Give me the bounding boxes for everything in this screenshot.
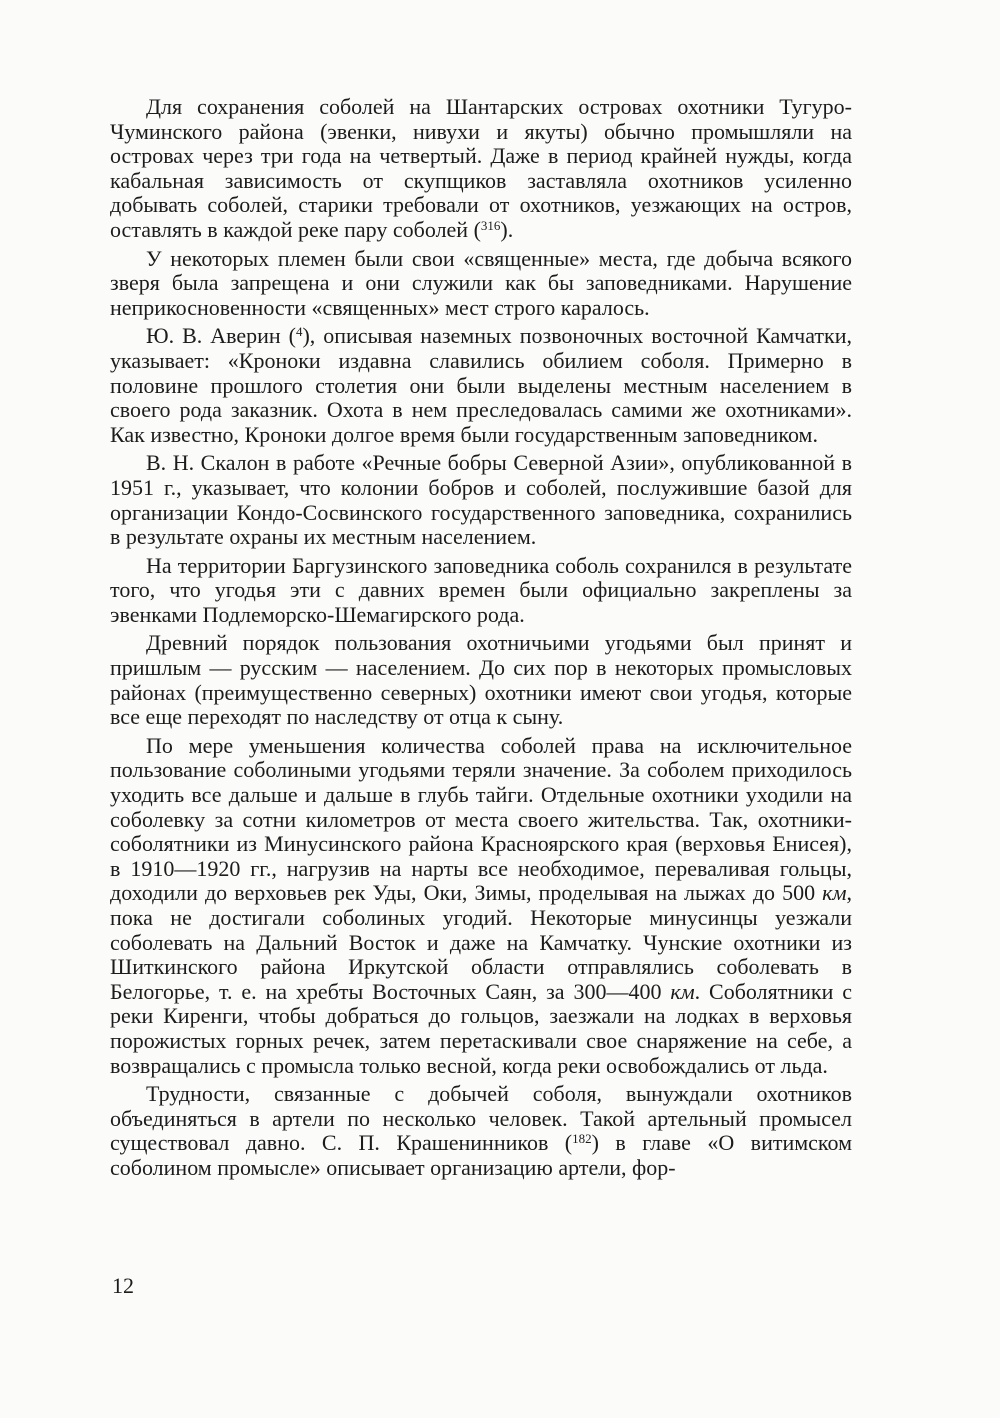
reference-number: 316: [480, 217, 501, 233]
paragraph-sable-hunters-travel: По мере уменьшения количества соболей права на исключительное пользование соболиными угодьями теряли значение. За соболем приходилось уходить все дальше и дальше в глубь тайги. Отдельные охотники уходили на соболевку за сотни километров от места своего жительства. Так, охотники-соболятники из Минусинского района Красноярского края (верховья Енисея), в 1910—1920 гг., нагрузив на нарты все необходимое, переваливая гольцы, доходили до верховьев рек Уды, Оки, Зимы, проделывая на лыжах до 500 км, пока не достигали соболиных угодий. Некоторые минусинцы уезжали соболевать на Дальний Восток и даже на Камчатку. Чунские охотники из Шиткинского района Иркутской области отправлялись соболевать в Белогорье, т. е. на хребты Восточных Саян, за 300—400 км. Соболятники с реки Киренги, чтобы добраться до гольцов, заезжали на лодках в верховья порожистых горных речек, затем перетаскивали свое снаряжение на себе, а возвращались с промысла только весной, когда реки освобождались от льда.: [110, 732, 852, 1078]
unit-km: км: [822, 880, 847, 906]
reference-number: 4: [295, 324, 303, 340]
reference-number: 182: [572, 1131, 592, 1147]
body-text: [110, 95, 852, 1181]
unit-km: км: [670, 978, 695, 1004]
paragraph-sacred-places: У некоторых племен были свои «священные» места, где добыча всякого зверя была запрещена и они служили как бы заповедниками. Нарушение неприкосновенности «священных» мест строго каралось.: [110, 245, 852, 320]
paragraph-barguzin-reserve: На территории Баргузинского заповедника соболь сохранился в результате того, что угодья эти с давних времен были официально закреплены за эвенками Подлеморско-Шемагирского рода.: [110, 552, 852, 627]
paragraph-ancient-order: Древний порядок пользования охотничьими угодьями был принят и пришлым — русским — населением. До сих пор в некоторых промысловых районах (преимущественно северных) охотники имеют свои угодья, которые все еще переходят по наследству от отца к сыну.: [110, 630, 852, 730]
paragraph-artels: Трудности, связанные с добычей соболя, вынуждали охотников объединяться в артели по несколько человек. Такой артельный промысел существовал давно. С. П. Крашенинников ($^{182}$) в главе «О витимском соболином промысле» описывает организацию артели, фор-: [110, 1081, 852, 1180]
paragraph-skalon-beavers: В. Н. Скалон в работе «Речные бобры Северной Азии», опубликованной в 1951 г., указывает, что колонии бобров и соболей, послужившие базой для организации Кондо-Сосвинского государственного заповедника, сохранились в результате охраны их местным населением.: [110, 450, 852, 550]
paragraph-averin-kronoki: Ю. В. Аверин ($^4$), описывая наземных позвоночных восточной Камчатки, указывает: «Кроноки издавна славились обилием соболя. Примерно в половине прошлого столетия они были выделены местным населением в своего рода заказник. Охота в нем преследовалась самими же охотниками». Как известно, Кроноки долгое время были государственным заповедником.: [110, 323, 852, 447]
page-number: 12: [112, 1273, 134, 1298]
paragraph-shantar-islands: Для сохранения соболей на Шантарских островах охотники Тугуро-Чуминского района (эвенки, нивухи и якуты) обычно промышляли на островах через три года на четвертый. Даже в период крайней нужды, когда кабальная зависимость от скупщиков заставляла охотников усиленно добывать соболей, старики требовали от охотников, уезжающих на остров, оставлять в каждой реке пару соболей ($^{316}$).: [110, 94, 852, 242]
